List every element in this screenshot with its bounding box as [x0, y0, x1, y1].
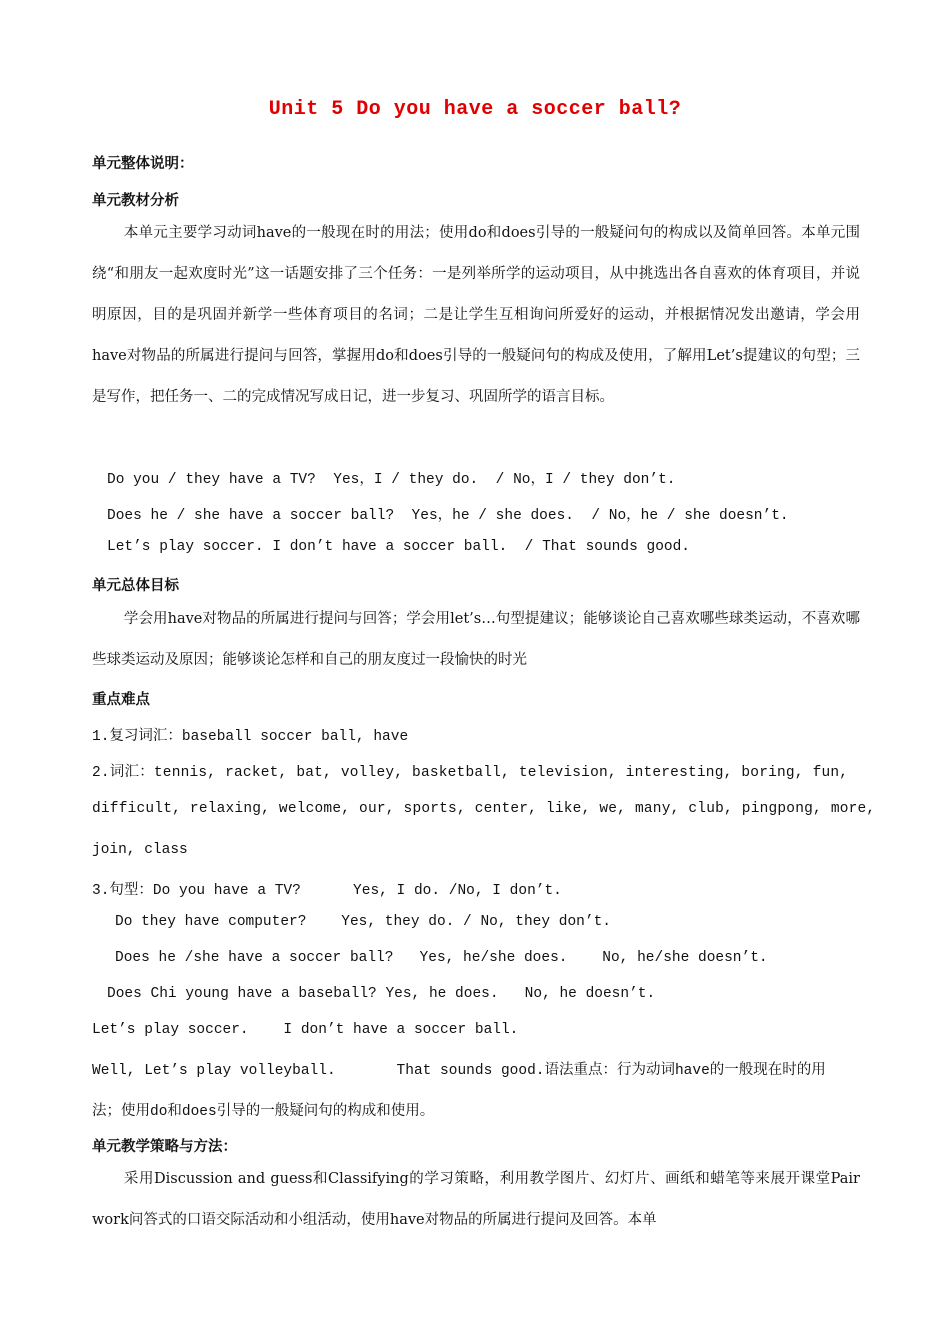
key-item-3-line-3: Does he /she have a soccer ball? Yes, he/she does. No, he/she doesn’t.	[115, 950, 768, 966]
example-line-1: Do you / they have a TV? Yes，I / they do. / No，I / they don’t.	[107, 472, 676, 488]
key-item-1: 1.复习词汇：baseball soccer ball, have	[92, 729, 409, 745]
key-item-2-line-1: 2.词汇：tennis, racket, bat, volley, basketball, television, interesting, boring, fun,	[92, 765, 849, 781]
key-item-3-line-7: 法；使用do和does引导的一般疑问句的构成和使用。	[92, 1104, 435, 1120]
key-item-3-line-1: 3.句型：Do you have a TV? Yes, I do. /No, I don’t.	[92, 883, 562, 899]
heading-analysis: 单元教材分析	[92, 193, 179, 209]
heading-overview: 单元整体说明：	[92, 156, 194, 172]
strategy-paragraph: 采用Discussion and guess和Classifying的学习策略，利用教学图片、幻灯片、画纸和蜡笔等来展开课堂Pair work问答式的口语交际活动和小组活动，使用have对物品的所属进行提问及回答。本单	[92, 1171, 860, 1228]
key-item-3-line-4: Does Chi young have a baseball? Yes, he does. No, he doesn’t.	[107, 986, 656, 1002]
key-item-3-line-5: Let’s play soccer. I don’t have a soccer ball.	[92, 1022, 519, 1038]
example-line-2: Does he / she have a soccer ball? Yes，he / she does. / No，he / she doesn’t.	[107, 508, 789, 524]
example-line-3: Let’s play soccer. I don’t have a soccer ball. / That sounds good.	[107, 539, 690, 555]
key-item-3-line-6: Well, Let’s play volleyball. That sounds good.语法重点：行为动词have的一般现在时的用	[92, 1063, 826, 1079]
heading-goals: 单元总体目标	[92, 578, 179, 594]
heading-strategy: 单元教学策略与方法：	[92, 1139, 237, 1155]
key-item-2-line-2: difficult, relaxing, welcome, our, sports, center, like, we, many, club, pingpong, more,	[92, 801, 876, 817]
page-title: Unit 5 Do you have a soccer ball?	[268, 98, 682, 121]
goals-paragraph: 学会用have对物品的所属进行提问与回答；学会用let’s…句型提建议；能够谈论自己喜欢哪些球类运动，不喜欢哪些球类运动及原因；能够谈论怎样和自己的朋友度过一段愉快的时光	[92, 611, 860, 668]
key-item-3-line-2: Do they have computer? Yes, they do. / No, they don’t.	[115, 914, 611, 930]
analysis-paragraph: 本单元主要学习动词have的一般现在时的用法；使用do和does引导的一般疑问句的构成以及简单回答。本单元围绕“和朋友一起欢度时光”这一话题安排了三个任务：一是列举所学的运动项目，从中挑选出各自喜欢的体育项目，并说明原因，目的是巩固并新学一些体育项目的名词；二是让学生互相询问所爱好的运动，并根据情况发出邀请，学会用have对物品的所属进行提问与回答，掌握用do和does引导的一般疑问句的构成及使用，了解用Let’s提建议的句型；三是写作，把任务一、二的完成情况写成日记，进一步复习、巩固所学的语言目标。	[92, 225, 860, 405]
key-item-2-line-3: join, class	[92, 842, 188, 858]
heading-key-points: 重点难点	[92, 692, 150, 708]
